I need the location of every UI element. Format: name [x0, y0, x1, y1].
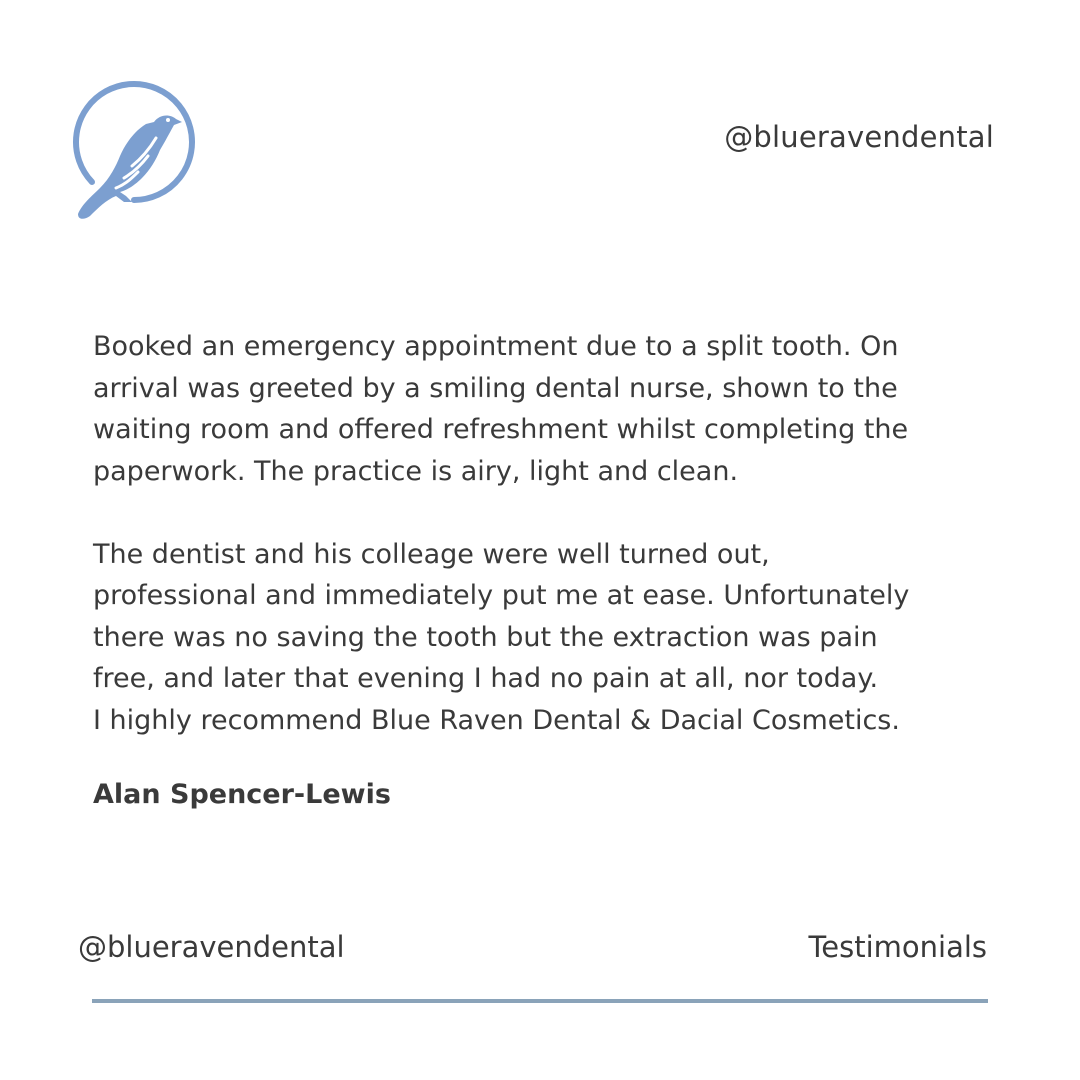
- testimonial-line: paperwork. The practice is airy, light and clean.: [93, 455, 739, 487]
- footer-divider: [92, 999, 988, 1003]
- testimonial-line: Booked an emergency appointment due to a split tooth. On: [93, 331, 899, 362]
- header-handle[interactable]: @blueravendental: [724, 120, 994, 154]
- testimonial-line: there was no saving the tooth but the extraction was pain: [93, 621, 878, 653]
- testimonial-body: [93, 326, 993, 741]
- testimonial-line: arrival was greeted by a smiling dental nurse, shown to the: [93, 372, 898, 404]
- testimonial-author: Alan Spencer-Lewis: [93, 779, 391, 810]
- testimonial-line: The dentist and his colleage were well turned out,: [93, 538, 770, 570]
- footer-section-label: Testimonials: [808, 930, 987, 964]
- testimonial-paragraph-2: [93, 534, 993, 742]
- testimonial-line: free, and later that evening I had no pain at all, nor today.: [93, 663, 879, 694]
- footer-handle[interactable]: @blueravendental: [78, 930, 345, 964]
- testimonial-paragraph-1: [93, 326, 993, 492]
- testimonial-line: professional and immediately put me at ease. Unfortunately: [93, 580, 910, 611]
- testimonial-line: waiting room and offered refreshment whilst completing the: [93, 414, 909, 445]
- raven-logo-icon: [70, 74, 210, 224]
- testimonial-line: I highly recommend Blue Raven Dental & Dacial Cosmetics.: [93, 704, 900, 736]
